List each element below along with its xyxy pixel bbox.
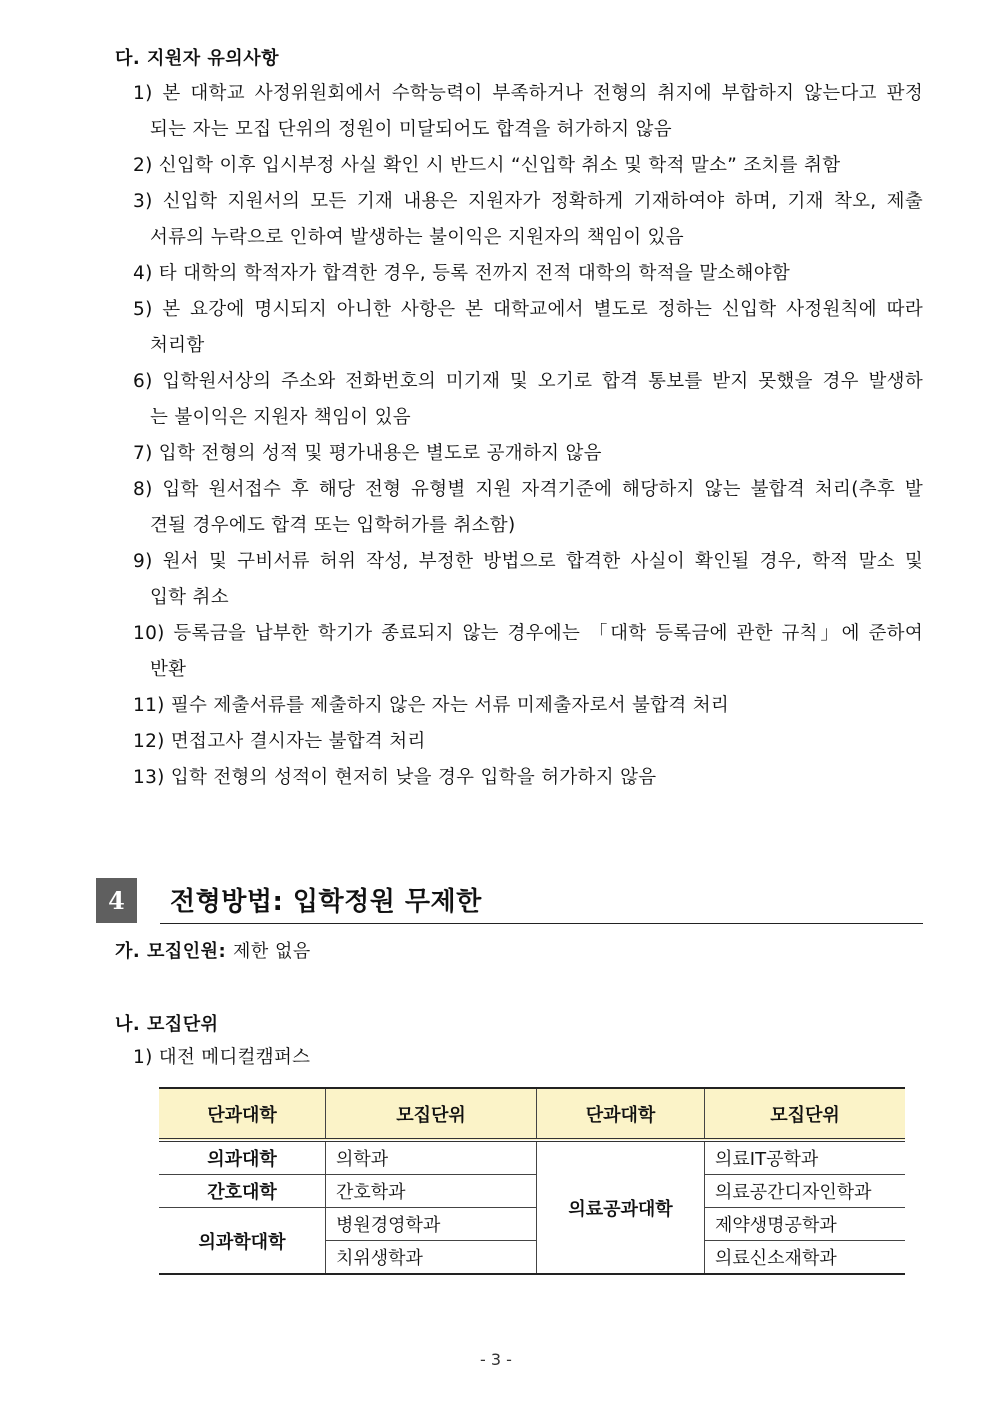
recruitment-unit-table [159,1087,905,1275]
college-cell: 의과학대학 [159,1208,326,1275]
page-number: - 3 - [480,1350,512,1369]
notice-item-line [133,472,923,508]
recruitment-count [115,937,311,963]
notice-item-number: 7) [133,443,153,464]
notice-item-line [133,292,923,328]
notice-item-text: 원서 및 구비서류 허위 작성, 부정한 방법으로 합격한 사실이 확인될 경우, 학적 말소 및 [162,551,923,572]
notice-item-text: 입학 전형의 성적 및 평가내용은 별도로 공개하지 않음 [158,443,602,464]
notice-item [133,688,923,724]
unit-cell: 간호학과 [326,1175,537,1208]
notice-item-text: 입학원서상의 주소와 전화번호의 미기재 및 오기로 합격 통보를 받지 못했을 경우 발생하 [162,371,923,392]
notice-item-number: 6) [133,371,153,392]
notice-item-number: 4) [133,263,153,284]
notice-item-line [133,148,923,184]
notice-item [133,184,923,256]
notice-item-number: 13) [133,767,165,788]
notice-item-text: 입학 전형의 성적이 현저히 낮을 경우 입학을 허가하지 않음 [170,767,657,788]
table-header-unit: 모집단위 [705,1088,906,1140]
section-heading-applicant-notes: 다. 지원자 유의사항 [115,48,279,69]
notice-item [133,436,923,472]
unit-cell: 의료공간디자인학과 [705,1175,906,1208]
recruitment-count-label: 가. 모집인원: [115,941,227,962]
table-header-college: 단과대학 [537,1088,705,1140]
notice-item-continuation: 되는 자는 모집 단위의 정원이 미달되어도 합격을 허가하지 않음 [150,119,672,140]
notice-item-continuation: 입학 취소 [150,587,229,608]
notice-item [133,724,923,760]
notice-item-number: 11) [133,695,165,716]
table-header-college: 단과대학 [159,1088,326,1140]
table-header-unit: 모집단위 [326,1088,537,1140]
notice-item-text: 본 대학교 사정위원회에서 수학능력이 부족하거나 전형의 취지에 부합하지 않는다고 판정 [162,83,923,104]
notice-item-number: 3) [133,191,153,212]
notice-item-text: 필수 제출서류를 제출하지 않은 자는 서류 미제출자로서 불합격 처리 [170,695,730,716]
notice-item [133,616,923,688]
recruitment-unit-heading: 나. 모집단위 [115,1014,219,1035]
section-title-rule [160,923,923,924]
notice-item-continuation: 서류의 누락으로 인하여 발생하는 불이익은 지원자의 책임이 있음 [150,227,684,248]
notice-item-text: 입학 원서접수 후 해당 전형 유형별 지원 자격기준에 해당하지 않는 불합격 처리(추후 발 [162,479,923,500]
college-cell: 간호대학 [159,1175,326,1208]
notice-item-line [133,760,923,796]
notice-item-continuation: 반환 [150,659,187,680]
notice-item [133,760,923,796]
notice-item-line [133,364,923,400]
notice-item-continuation: 견될 경우에도 합격 또는 입학허가를 취소함) [150,515,516,536]
notice-item-text: 등록금을 납부한 학기가 종료되지 않는 경우에는 「대학 등록금에 관한 규칙」에 준하여 [173,623,923,644]
unit-cell: 병원경영학과 [326,1208,537,1241]
notice-item-continuation: 처리함 [150,335,205,356]
notice-item-text: 면접고사 결시자는 불합격 처리 [170,731,426,752]
section-number-badge: 4 [96,878,137,923]
unit-cell: 제약생명공학과 [705,1208,906,1241]
college-cell: 의과대학 [159,1140,326,1175]
notice-item-text: 본 요강에 명시되지 아니한 사항은 본 대학교에서 별도로 정하는 신입학 사정원칙에 따라 [162,299,923,320]
recruitment-count-value: 제한 없음 [233,941,311,962]
notice-item [133,364,923,436]
notice-item-number: 5) [133,299,153,320]
notice-item-continuation: 는 불이익은 지원자 책임이 있음 [150,407,411,428]
notice-item-number: 10) [133,623,165,644]
notice-item [133,544,923,616]
notice-item-number: 8) [133,479,153,500]
notice-item-number: 9) [133,551,153,572]
section-title: 전형방법: 입학정원 무제한 [170,887,482,917]
notice-item-line [133,256,923,292]
notice-item-text: 신입학 지원서의 모든 기재 내용은 지원자가 정확하게 기재하여야 하며, 기재 착오, 제출 [162,191,923,212]
notice-item-line [133,688,923,724]
notice-item-number: 12) [133,731,165,752]
table-row [159,1175,905,1208]
unit-cell: 치위생학과 [326,1241,537,1275]
notice-item [133,472,923,544]
notice-item-line [133,184,923,220]
table-row [159,1208,905,1241]
table-row [159,1140,905,1175]
notice-item-text: 타 대학의 학적자가 합격한 경우, 등록 전까지 전적 대학의 학적을 말소해야함 [158,263,791,284]
notice-item [133,148,923,184]
notice-item [133,292,923,364]
notice-item-line [133,544,923,580]
notice-item-line [133,616,923,652]
notice-item [133,76,923,148]
notice-item-number: 2) [133,155,153,176]
notice-item-line [133,724,923,760]
notice-item-line [133,436,923,472]
college-cell: 의료공과대학 [537,1140,705,1274]
notice-item-line [133,76,923,112]
notice-item-text: 신입학 이후 입시부정 사실 확인 시 반드시 “신입학 취소 및 학적 말소” 조치를 취함 [158,155,841,176]
campus-subheading: 1) 대전 메디컬캠퍼스 [133,1047,311,1068]
notice-item-number: 1) [133,83,153,104]
unit-cell: 의료IT공학과 [705,1140,906,1175]
unit-cell: 의학과 [326,1140,537,1175]
notice-item [133,256,923,292]
unit-cell: 의료신소재학과 [705,1241,906,1275]
